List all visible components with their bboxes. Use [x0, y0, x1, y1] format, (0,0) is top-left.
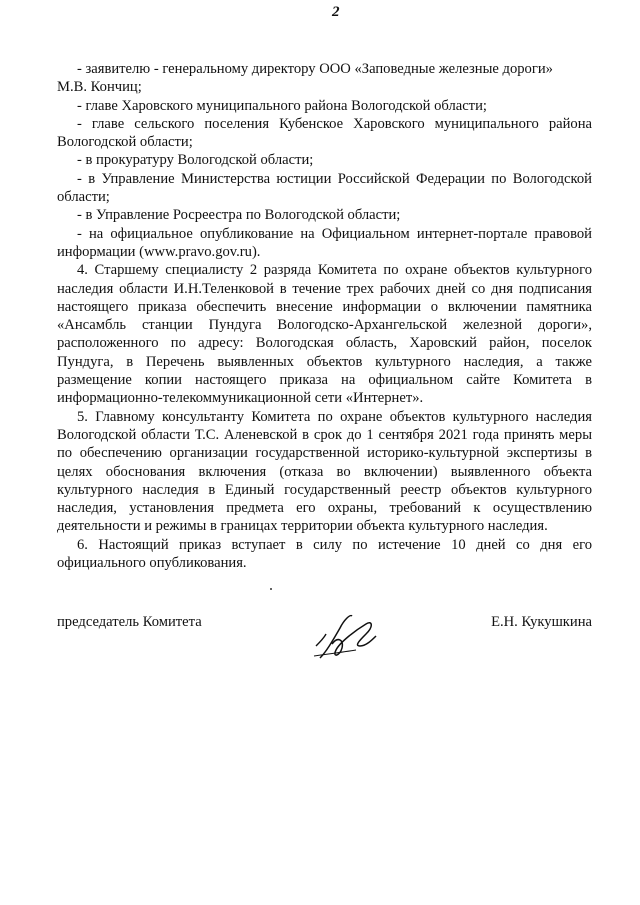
handwritten-signature — [310, 606, 380, 664]
document-body — [57, 60, 592, 572]
recipient-line-publication: - на официальное опубликование на Официальном интернет-портале правовой информации (www.pravo.gov.ru). — [57, 225, 592, 260]
recipient-line: - главе Харовского муниципального района Вологодской области; — [77, 97, 487, 114]
recipient-line: М.В. Кончиц; — [57, 79, 142, 96]
stray-mark — [270, 588, 272, 590]
paragraph-5: 5. Главному консультанту Комитета по охране объектов культурного наследия Вологодской области Т.С. Аленевской в срок до 1 сентября 2021 года принять меры по обеспечению организации государственной историко-культурной экспертизы в целях обоснования включения (отказа во включении) выявленного объекта культурного наследия в Единый государственный реестр объектов культурного наследия, установления предмета его охраны, требований к осуществлению деятельности и режимы в границах территории объекта культурного наследия. — [57, 408, 592, 535]
signer-name: Е.Н. Кукушкина — [491, 614, 592, 630]
signer-position: председатель Комитета — [57, 614, 202, 630]
page-number: 2 — [332, 4, 340, 20]
recipient-line: - в прокуратуру Вологодской области; — [77, 152, 314, 169]
recipient-line: - заявителю - генеральному директору ООО «Заповедные железные дороги» — [77, 61, 553, 77]
paragraph-4: 4. Старшему специалисту 2 разряда Комитета по охране объектов культурного наследия области И.Н.Теленковой в течение трех рабочих дней со дня подписания настоящего приказа обеспечить внесение информации о включении памятника «Ансамбль станции Пундуга Вологодско-Архангельской железной дороги», расположенного по адресу: Вологодская область, Харовский район, поселок Пундуга, в Перечень выявленных объектов культурного наследия, а также размещение копии настоящего приказа на официальном сайте Комитета в информационно-телекоммуникационной сети «Интернет». — [57, 262, 592, 407]
recipient-line: - в Управление Министерства юстиции Российской Федерации по Вологодской области; — [57, 170, 592, 206]
recipient-line: - в Управление Росреестра по Вологодской области; — [77, 207, 401, 224]
recipient-line: - главе сельского поселения Кубенское Харовского муниципального района Вологодской области; — [57, 115, 592, 151]
paragraph-6: 6. Настоящий приказ вступает в силу по истечение 10 дней со дня его официального опубликования. — [57, 536, 592, 572]
